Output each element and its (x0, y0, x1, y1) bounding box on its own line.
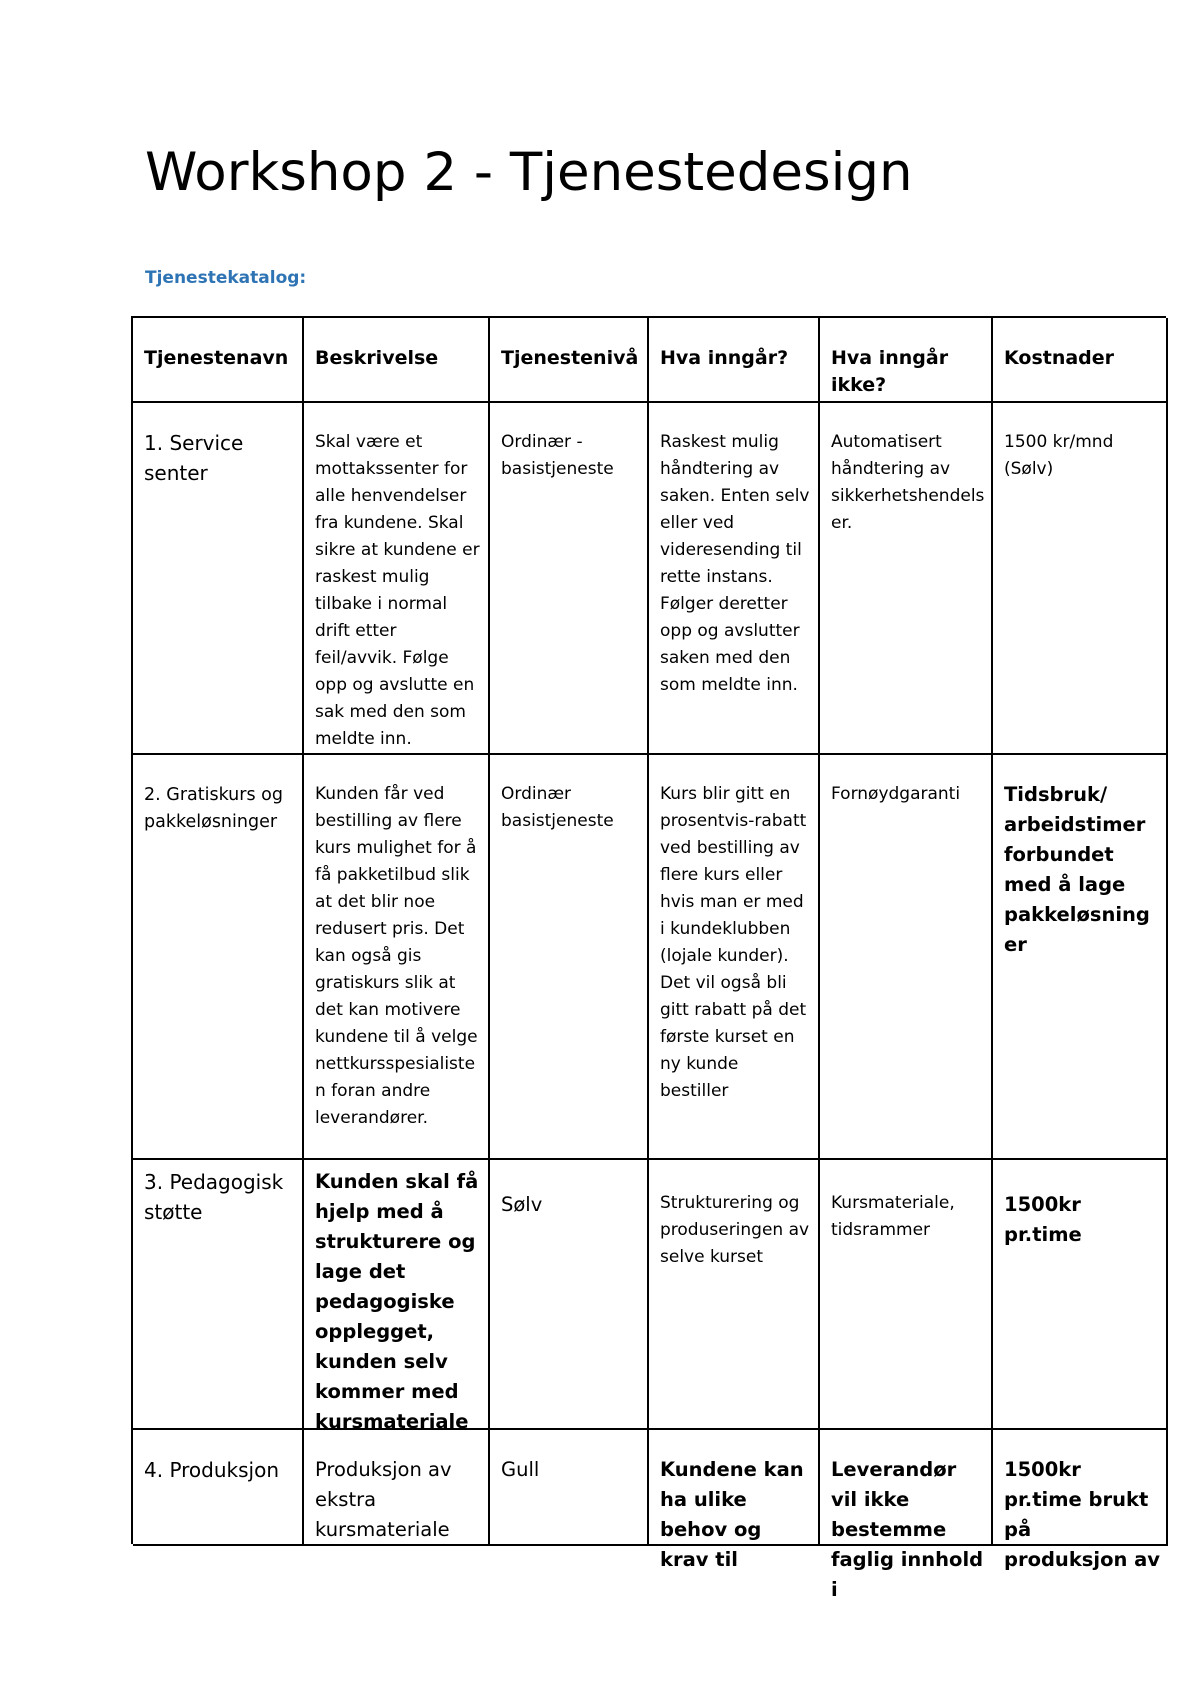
row-3-included: Strukturering og produseringen av selve kurset (649, 1160, 820, 1430)
row-1-name: 1. Service senter (133, 403, 304, 755)
row-4-level: Gull (490, 1430, 649, 1546)
service-catalog-table (131, 316, 1166, 1601)
row-2-excluded: Fornøydgaranti (820, 755, 993, 1160)
row-3-level: Sølv (490, 1160, 649, 1430)
header-description: Beskrivelse (304, 318, 490, 403)
row-4-included: Kundene kan ha ulike behov og krav til (649, 1430, 820, 1546)
row-4-description: Produksjon av ekstra kursmateriale (304, 1430, 490, 1546)
row-2-cost: Tidsbruk/ arbeidstimer forbundet med å lage pakkeløsninger (993, 755, 1168, 1160)
row-1-included: Raskest mulig håndtering av saken. Enten selv eller ved videresending til rette instans. Følger deretter opp og avslutter saken med den som meldte inn. (649, 403, 820, 755)
row-3-excluded: Kursmateriale, tidsrammer (820, 1160, 993, 1430)
header-excluded: Hva inngår ikke? (820, 318, 993, 403)
header-service-level: Tjenestenivå (490, 318, 649, 403)
row-1-description: Skal være et mottakssenter for alle henvendelser fra kundene. Skal sikre at kundene er raskest mulig tilbake i normal drift etter feil/avvik. Følge opp og avslutte en sak med den som meldte inn. (304, 403, 490, 755)
row-2-included: Kurs blir gitt en prosentvis-rabatt ved bestilling av flere kurs eller hvis man er med i kundeklubben (lojale kunder). Det vil også bli gitt rabatt på det første kurset en ny kunde bestiller (649, 755, 820, 1160)
row-1-cost: 1500 kr/mnd (Sølv) (993, 403, 1168, 755)
row-1-level: Ordinær - basistjeneste (490, 403, 649, 755)
catalog-subheading: Tjenestekatalog: (145, 268, 307, 288)
row-4-excluded: Leverandør vil ikke bestemme faglig innhold i (820, 1430, 993, 1546)
row-2-description: Kunden får ved bestilling av flere kurs mulighet for å få pakketilbud slik at det blir noe redusert pris. Det kan også gis gratiskurs slik at det kan motivere kundene til å velge nettkursspesialisten foran andre leverandører. (304, 755, 490, 1160)
row-1-excluded: Automatisert håndtering av sikkerhetshendelser. (820, 403, 993, 755)
row-3-name: 3. Pedagogisk støtte (133, 1160, 304, 1430)
row-2-level: Ordinær basistjeneste (490, 755, 649, 1160)
header-included: Hva inngår? (649, 318, 820, 403)
row-4-name: 4. Produksjon (133, 1430, 304, 1546)
row-3-cost: 1500kr pr.time (993, 1160, 1168, 1430)
row-3-description: Kunden skal få hjelp med å strukturere og lage det pedagogiske opplegget, kunden selv kommer med kursmateriale (304, 1160, 490, 1430)
row-4-cost: 1500kr pr.time brukt på produksjon av (993, 1430, 1168, 1546)
document-title: Workshop 2 - Tjenestedesign (145, 142, 913, 203)
row-2-name: 2. Gratiskurs og pakkeløsninger (133, 755, 304, 1160)
header-service-name: Tjenestenavn (133, 318, 304, 403)
header-costs: Kostnader (993, 318, 1168, 403)
